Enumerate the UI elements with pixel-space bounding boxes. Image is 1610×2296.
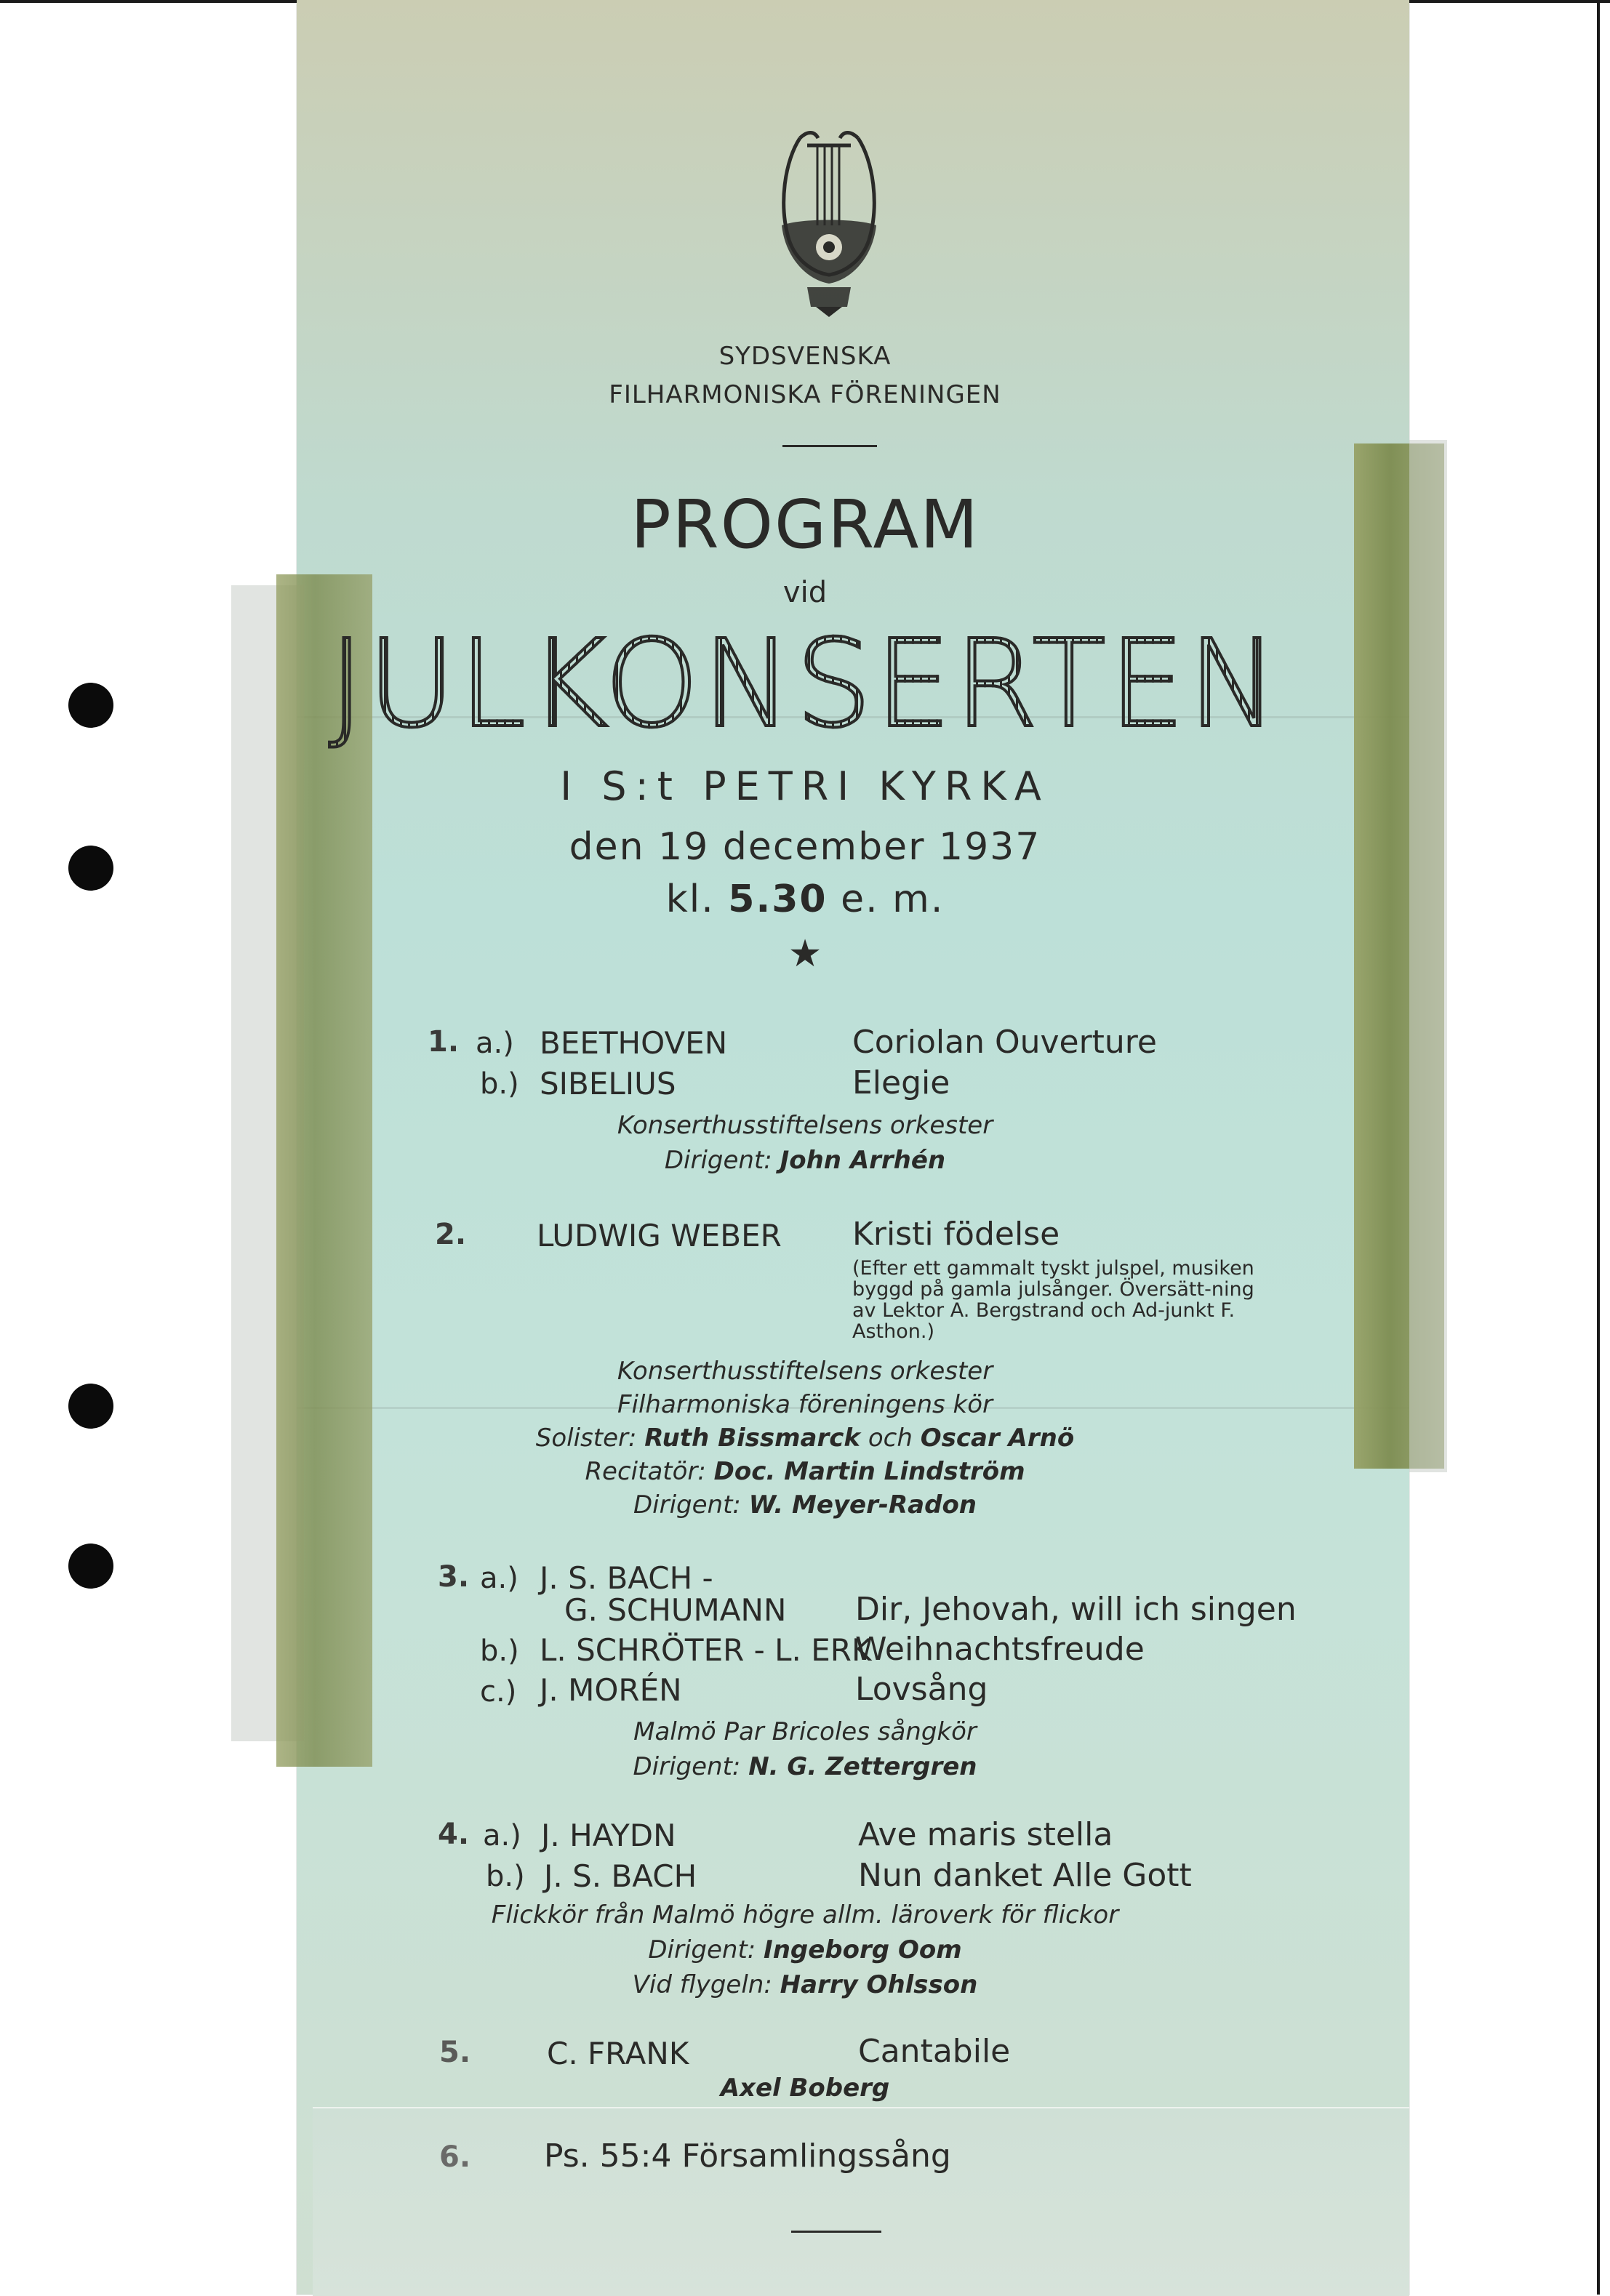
item1-a-work: Coriolan Ouverture [852,1024,1157,1061]
item2-number: 2. [435,1218,467,1251]
item3-conductor-name: N. G. Zettergren [748,1752,977,1781]
item3-b-work: Weihnachtsfreude [855,1631,1145,1668]
item4-pianist-name: Harry Ohlsson [780,1970,978,1999]
item3-b-composer: L. SCHRÖTER - L. ERK [540,1632,872,1668]
program-title: PROGRAM [630,486,980,563]
program-sheet-lower-panel [313,2107,1409,2296]
item3-c-label: c.) [480,1675,517,1709]
lyre-emblem-icon [756,116,902,320]
item2-note: (Efter ett gammalt tyskt julspel, musiken byggd på gamla julsånger. Översätt-ning av Lektor A. Bergstrand och Ad-junkt F. Asthon.) [852,1257,1254,1343]
item5-composer: C. FRANK [547,2036,689,2071]
item4-conductor-label: Dirigent: [648,1935,756,1964]
item3-performer: Malmö Par Bricoles sångkör [633,1717,977,1746]
item2-soloists [0,1424,1610,1453]
venue: I S:t PETRI KYRKA [560,763,1050,809]
item4-performer: Flickkör från Malmö högre allm. läroverk för flickor [491,1900,1119,1930]
item2-reciter-label: Recitatör: [585,1457,706,1486]
item2-performer-2: Filharmoniska föreningens kör [617,1390,993,1419]
item3-conductor [0,1752,1610,1781]
item1-b-label: b.) [480,1067,519,1101]
item4-b-work: Nun danket Alle Gott [858,1857,1192,1894]
item2-reciter-name: Doc. Martin Lindström [713,1457,1025,1486]
punch-hole-4 [68,1544,113,1589]
item4-conductor [0,1935,1610,1964]
item4-a-composer: J. HAYDN [541,1818,676,1853]
item1-number: 1. [428,1025,460,1059]
concert-date: den 19 december 1937 [569,825,1041,869]
item1-conductor-name: John Arrhén [780,1146,946,1175]
item1-a-composer: BEETHOVEN [540,1025,728,1061]
item1-a-label: a.) [476,1027,514,1060]
item4-b-composer: J. S. BACH [544,1858,697,1894]
item6-number: 6. [439,2140,471,2174]
item6-text: Ps. 55:4 Församlingssång [544,2138,951,2175]
concert-time [0,878,1610,921]
item3-a-label: a.) [480,1562,518,1595]
item3-c-work: Lovsång [855,1671,988,1708]
society-name-line-2: FILHARMONISKA FÖRENINGEN [609,380,1001,409]
item1-conductor [0,1146,1610,1175]
item2-conductor-label: Dirigent: [633,1490,741,1520]
item2-conductor-name: W. Meyer-Radon [748,1490,977,1520]
item5-performer: Axel Boberg [720,2074,890,2103]
concert-title: JULKONSERTEN [0,614,1610,755]
time-value: 5.30 [728,878,828,921]
item4-a-work: Ave maris stella [858,1816,1113,1853]
item4-conductor-name: Ingeborg Oom [764,1935,962,1964]
item3-number: 3. [438,1560,470,1594]
item5-work: Cantabile [858,2033,1011,2070]
item4-a-label: a.) [483,1819,521,1853]
item2-performer-1: Konserthusstiftelsens orkester [617,1357,993,1386]
item4-piano-label: Vid flygeln: [632,1970,772,1999]
item3-a-work: Dir, Jehovah, will ich singen [855,1591,1297,1628]
item2-soloists-label: Solister: [535,1424,637,1453]
divider-top [782,445,877,447]
item1-b-work: Elegie [852,1064,950,1101]
item3-a-composer-line2: G. SCHUMANN [564,1592,787,1628]
star-icon: ★ [788,932,822,976]
item2-soloist-2: Oscar Arnö [920,1424,1075,1453]
item1-performer: Konserthusstiftelsens orkester [617,1111,993,1140]
item5-number: 5. [439,2036,471,2069]
item1-b-composer: SIBELIUS [540,1066,676,1101]
item4-b-label: b.) [486,1860,525,1893]
item3-b-label: b.) [480,1634,519,1668]
item4-number: 4. [438,1818,470,1851]
item2-work: Kristi födelse [852,1216,1060,1253]
item2-reciter [0,1457,1610,1486]
society-name-line-1: SYDSVENSKA [718,342,892,371]
time-prefix: kl. [665,878,715,921]
item4-pianist [0,1970,1610,1999]
item3-conductor-label: Dirigent: [633,1752,741,1781]
time-suffix: e. m. [841,878,945,921]
item3-a-composer-line1: J. S. BACH - [540,1560,713,1596]
item2-conductor [0,1490,1610,1520]
item2-soloist-1: Ruth Bissmarck [644,1424,861,1453]
item2-composer: LUDWIG WEBER [537,1218,782,1253]
divider-bottom [791,2231,881,2233]
item2-soloists-and: och [868,1424,913,1453]
program-subtitle-vid: vid [782,576,828,609]
item3-c-composer: J. MORÉN [540,1672,682,1708]
item1-conductor-label: Dirigent: [664,1146,772,1175]
